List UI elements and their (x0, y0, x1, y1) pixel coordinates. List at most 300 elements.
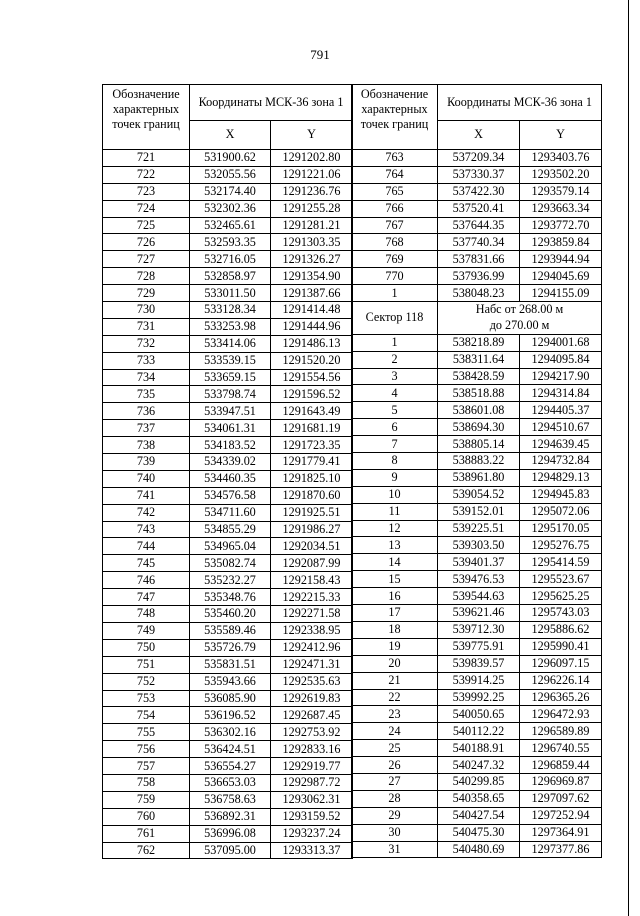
point-id-cell: 764 (352, 166, 438, 183)
point-id-cell: 730 (103, 302, 190, 319)
point-id-cell: 737 (103, 420, 190, 437)
point-id-cell: 752 (103, 673, 190, 690)
x-coordinate-cell: 534061.31 (190, 420, 271, 437)
table-row (103, 791, 353, 808)
point-id-cell: 742 (103, 504, 190, 521)
x-coordinate-cell: 539839.57 (438, 655, 520, 672)
table-row (352, 234, 602, 251)
x-coordinate-cell: 533947.51 (190, 403, 271, 420)
y-coordinate-cell: 1293062.31 (271, 791, 353, 808)
table-row (103, 420, 353, 437)
point-id-cell: 729 (103, 285, 190, 302)
table-row (352, 554, 602, 571)
table-row (103, 504, 353, 521)
table-row (103, 454, 353, 471)
point-id-cell: 21 (352, 672, 438, 689)
x-coordinate-cell: 531900.62 (190, 150, 271, 167)
point-column-header: Обозначение характерных точек границ (103, 85, 190, 150)
y-coordinate-cell: 1292034.51 (271, 538, 353, 555)
point-id-cell: 741 (103, 487, 190, 504)
x-coordinate-cell: 532716.05 (190, 251, 271, 268)
point-id-cell: 18 (352, 621, 438, 638)
table-row (103, 690, 353, 707)
x-coordinate-cell: 538805.14 (438, 436, 520, 453)
x-coordinate-cell: 532302.36 (190, 200, 271, 217)
point-id-cell: 749 (103, 622, 190, 639)
y-coordinate-cell: 1296740.55 (520, 740, 602, 757)
table-row (103, 302, 353, 319)
y-coordinate-cell: 1291221.06 (271, 166, 353, 183)
table-row (352, 285, 602, 302)
point-id-cell: 5 (352, 402, 438, 419)
table-row (352, 520, 602, 537)
table-row (103, 268, 353, 285)
x-coordinate-cell: 536758.63 (190, 791, 271, 808)
table-row (352, 436, 602, 453)
point-id-cell: 8 (352, 453, 438, 470)
x-coordinate-cell: 536892.31 (190, 808, 271, 825)
y-coordinate-cell: 1293944.94 (520, 251, 602, 268)
point-id-cell: 9 (352, 469, 438, 486)
x-coordinate-cell: 539621.46 (438, 605, 520, 622)
y-coordinate-cell: 1296097.15 (520, 655, 602, 672)
point-id-cell: 765 (352, 183, 438, 200)
table-row (352, 368, 602, 385)
table-row (352, 166, 602, 183)
point-id-cell: 724 (103, 200, 190, 217)
point-id-cell: 745 (103, 555, 190, 572)
x-coordinate-cell: 539152.01 (438, 503, 520, 520)
x-coordinate-cell: 534965.04 (190, 538, 271, 555)
point-id-cell: 25 (352, 740, 438, 757)
point-id-cell: 17 (352, 605, 438, 622)
table-row (103, 808, 353, 825)
x-coordinate-cell: 533253.98 (190, 318, 271, 335)
table-row (352, 469, 602, 486)
point-id-cell: 748 (103, 606, 190, 623)
table-row (103, 234, 353, 251)
y-coordinate-cell: 1291202.80 (271, 150, 353, 167)
point-id-cell: 3 (352, 368, 438, 385)
x-column-header: X (438, 120, 520, 149)
point-id-cell: 727 (103, 251, 190, 268)
table-row (352, 723, 602, 740)
point-id-cell: 11 (352, 503, 438, 520)
x-coordinate-cell: 537644.35 (438, 217, 520, 234)
x-coordinate-cell: 535943.66 (190, 673, 271, 690)
y-coordinate-cell: 1296365.26 (520, 689, 602, 706)
x-coordinate-cell: 533798.74 (190, 386, 271, 403)
x-coordinate-cell: 537209.34 (438, 150, 520, 167)
point-id-cell: 4 (352, 385, 438, 402)
x-coordinate-cell: 540480.69 (438, 841, 520, 858)
table-row (103, 403, 353, 420)
y-coordinate-cell: 1291303.35 (271, 234, 353, 251)
point-id-cell: 22 (352, 689, 438, 706)
x-coordinate-cell: 534460.35 (190, 470, 271, 487)
table-row (103, 656, 353, 673)
point-id-cell: 747 (103, 589, 190, 606)
y-coordinate-cell: 1291596.52 (271, 386, 353, 403)
y-coordinate-cell: 1294045.69 (520, 268, 602, 285)
header-row (103, 85, 353, 121)
point-id-cell: 761 (103, 825, 190, 842)
x-coordinate-cell: 538694.30 (438, 419, 520, 436)
x-coordinate-cell: 536196.52 (190, 707, 271, 724)
x-coordinate-cell: 535589.46 (190, 622, 271, 639)
x-coordinate-cell: 533539.15 (190, 352, 271, 369)
point-id-cell: 769 (352, 251, 438, 268)
point-id-cell: 26 (352, 757, 438, 774)
x-coordinate-cell: 536302.16 (190, 724, 271, 741)
y-coordinate-cell: 1296472.93 (520, 706, 602, 723)
point-id-cell: 735 (103, 386, 190, 403)
point-id-cell: 762 (103, 842, 190, 859)
y-coordinate-cell: 1294945.83 (520, 486, 602, 503)
y-coordinate-cell: 1291387.66 (271, 285, 353, 302)
point-id-cell: 1 (352, 285, 438, 302)
x-coordinate-cell: 540112.22 (438, 723, 520, 740)
y-coordinate-cell: 1295276.75 (520, 537, 602, 554)
x-coordinate-cell: 537740.34 (438, 234, 520, 251)
coord-system-header: Координаты МСК-36 зона 1 (190, 85, 353, 121)
point-id-cell: 731 (103, 318, 190, 335)
x-coordinate-cell: 536085.90 (190, 690, 271, 707)
x-coordinate-cell: 537422.30 (438, 183, 520, 200)
table-row (352, 824, 602, 841)
table-row (103, 572, 353, 589)
y-coordinate-cell: 1291554.56 (271, 369, 353, 386)
point-id-cell: 12 (352, 520, 438, 537)
table-row (103, 842, 353, 859)
x-coordinate-cell: 534711.60 (190, 504, 271, 521)
x-coordinate-cell: 532465.61 (190, 217, 271, 234)
table-row (103, 437, 353, 454)
table-row (352, 402, 602, 419)
table-row (103, 724, 353, 741)
x-coordinate-cell: 537831.66 (438, 251, 520, 268)
table-row (352, 486, 602, 503)
y-coordinate-cell: 1291354.90 (271, 268, 353, 285)
point-id-cell: 753 (103, 690, 190, 707)
table-row (352, 740, 602, 757)
coordinates-table-right (351, 84, 602, 858)
point-id-cell: 10 (352, 486, 438, 503)
table-row (103, 285, 353, 302)
point-id-cell: 726 (103, 234, 190, 251)
point-id-cell: 725 (103, 217, 190, 234)
y-coordinate-cell: 1294405.37 (520, 402, 602, 419)
y-coordinate-cell: 1293579.14 (520, 183, 602, 200)
x-coordinate-cell: 538218.89 (438, 334, 520, 351)
point-id-cell: 739 (103, 454, 190, 471)
y-coordinate-cell: 1293159.52 (271, 808, 353, 825)
y-coordinate-cell: 1297252.94 (520, 807, 602, 824)
table-row (103, 707, 353, 724)
table-row (352, 689, 602, 706)
coord-system-header: Координаты МСК-36 зона 1 (438, 85, 602, 121)
table-row (103, 825, 353, 842)
table-row (352, 334, 602, 351)
point-id-cell: 770 (352, 268, 438, 285)
y-coordinate-cell: 1292412.96 (271, 639, 353, 656)
page-number: 791 (310, 47, 330, 62)
y-coordinate-cell: 1295170.05 (520, 520, 602, 537)
table-row (103, 622, 353, 639)
x-coordinate-cell: 534183.52 (190, 437, 271, 454)
y-coordinate-cell: 1293237.24 (271, 825, 353, 842)
x-coordinate-cell: 532858.97 (190, 268, 271, 285)
point-id-cell: 15 (352, 571, 438, 588)
y-coordinate-cell: 1292753.92 (271, 724, 353, 741)
x-coordinate-cell: 539476.53 (438, 571, 520, 588)
point-id-cell: 738 (103, 437, 190, 454)
x-coordinate-cell: 537330.37 (438, 166, 520, 183)
y-coordinate-cell: 1293403.76 (520, 150, 602, 167)
y-coordinate-cell: 1291723.35 (271, 437, 353, 454)
y-coordinate-cell: 1293502.20 (520, 166, 602, 183)
table-row (103, 589, 353, 606)
y-coordinate-cell: 1295072.06 (520, 503, 602, 520)
x-coordinate-cell: 539775.91 (438, 638, 520, 655)
y-coordinate-cell: 1292619.83 (271, 690, 353, 707)
point-id-cell: 736 (103, 403, 190, 420)
table-row (352, 150, 602, 167)
y-coordinate-cell: 1291486.13 (271, 335, 353, 352)
point-id-cell: 763 (352, 150, 438, 167)
x-coordinate-cell: 539712.30 (438, 621, 520, 638)
y-column-header: Y (520, 120, 602, 149)
y-coordinate-cell: 1293859.84 (520, 234, 602, 251)
point-id-cell: 744 (103, 538, 190, 555)
table-row (352, 503, 602, 520)
y-coordinate-cell: 1292833.16 (271, 741, 353, 758)
x-coordinate-cell: 533659.15 (190, 369, 271, 386)
y-coordinate-cell: 1292687.45 (271, 707, 353, 724)
point-id-cell: 728 (103, 268, 190, 285)
x-coordinate-cell: 533011.50 (190, 285, 271, 302)
point-id-cell: 766 (352, 200, 438, 217)
x-coordinate-cell: 532174.40 (190, 183, 271, 200)
x-coordinate-cell: 539914.25 (438, 672, 520, 689)
table-row (352, 385, 602, 402)
x-column-header: X (190, 120, 271, 149)
point-id-cell: 757 (103, 758, 190, 775)
x-coordinate-cell: 539544.63 (438, 588, 520, 605)
table-row (352, 251, 602, 268)
table-row (352, 807, 602, 824)
x-coordinate-cell: 539054.52 (438, 486, 520, 503)
table-row (352, 537, 602, 554)
y-coordinate-cell: 1292215.33 (271, 589, 353, 606)
point-id-cell: 24 (352, 723, 438, 740)
point-id-cell: 20 (352, 655, 438, 672)
point-id-cell: 767 (352, 217, 438, 234)
x-coordinate-cell: 539225.51 (438, 520, 520, 537)
y-coordinate-cell: 1291520.20 (271, 352, 353, 369)
y-coordinate-cell: 1292987.72 (271, 774, 353, 791)
sector-height-note: Набс от 268.00 м (438, 302, 602, 318)
table-row (103, 487, 353, 504)
point-id-cell: 758 (103, 774, 190, 791)
point-id-cell: 31 (352, 841, 438, 858)
x-coordinate-cell: 540299.85 (438, 773, 520, 790)
x-coordinate-cell: 540247.32 (438, 757, 520, 774)
point-id-cell: 29 (352, 807, 438, 824)
table-row (352, 588, 602, 605)
y-coordinate-cell: 1294095.84 (520, 351, 602, 368)
table-row (103, 150, 353, 167)
y-coordinate-cell: 1292087.99 (271, 555, 353, 572)
sector-height-note-range: до 270.00 м (438, 318, 602, 334)
table-row (103, 369, 353, 386)
x-coordinate-cell: 534855.29 (190, 521, 271, 538)
x-coordinate-cell: 533414.06 (190, 335, 271, 352)
x-coordinate-cell: 533128.34 (190, 302, 271, 319)
point-id-cell: 30 (352, 824, 438, 841)
table-row (103, 166, 353, 183)
y-coordinate-cell: 1297097.62 (520, 790, 602, 807)
x-coordinate-cell: 535348.76 (190, 589, 271, 606)
x-coordinate-cell: 535831.51 (190, 656, 271, 673)
y-coordinate-cell: 1292338.95 (271, 622, 353, 639)
y-coordinate-cell: 1294510.67 (520, 419, 602, 436)
y-coordinate-cell: 1294155.09 (520, 285, 602, 302)
x-coordinate-cell: 535460.20 (190, 606, 271, 623)
y-coordinate-cell: 1295625.25 (520, 588, 602, 605)
point-id-cell: 756 (103, 741, 190, 758)
y-coordinate-cell: 1295886.62 (520, 621, 602, 638)
y-coordinate-cell: 1293772.70 (520, 217, 602, 234)
y-coordinate-cell: 1293663.34 (520, 200, 602, 217)
y-coordinate-cell: 1296859.44 (520, 757, 602, 774)
table-row (352, 638, 602, 655)
point-id-cell: 13 (352, 537, 438, 554)
point-id-cell: 27 (352, 773, 438, 790)
y-coordinate-cell: 1291925.51 (271, 504, 353, 521)
y-coordinate-cell: 1295414.59 (520, 554, 602, 571)
y-coordinate-cell: 1294001.68 (520, 334, 602, 351)
table-row (352, 655, 602, 672)
y-coordinate-cell: 1292471.31 (271, 656, 353, 673)
x-coordinate-cell: 535082.74 (190, 555, 271, 572)
table-row (352, 419, 602, 436)
point-id-cell: 755 (103, 724, 190, 741)
y-column-header: Y (271, 120, 353, 149)
y-coordinate-cell: 1293313.37 (271, 842, 353, 859)
y-coordinate-cell: 1291326.27 (271, 251, 353, 268)
x-coordinate-cell: 538048.23 (438, 285, 520, 302)
point-id-cell: 14 (352, 554, 438, 571)
y-coordinate-cell: 1291236.76 (271, 183, 353, 200)
y-coordinate-cell: 1295990.41 (520, 638, 602, 655)
table-row (103, 200, 353, 217)
table-row (103, 251, 353, 268)
point-id-cell: 732 (103, 335, 190, 352)
point-id-cell: 746 (103, 572, 190, 589)
table-row (352, 621, 602, 638)
point-id-cell: 734 (103, 369, 190, 386)
point-id-cell: 2 (352, 351, 438, 368)
table-row (103, 758, 353, 775)
y-coordinate-cell: 1292919.77 (271, 758, 353, 775)
point-id-cell: 721 (103, 150, 190, 167)
y-coordinate-cell: 1296589.89 (520, 723, 602, 740)
table-row (103, 538, 353, 555)
y-coordinate-cell: 1292271.58 (271, 606, 353, 623)
table-row (103, 352, 353, 369)
point-id-cell: 751 (103, 656, 190, 673)
y-coordinate-cell: 1292158.43 (271, 572, 353, 589)
y-coordinate-cell: 1291444.96 (271, 318, 353, 335)
x-coordinate-cell: 535726.79 (190, 639, 271, 656)
y-coordinate-cell: 1294829.13 (520, 469, 602, 486)
table-row (103, 521, 353, 538)
point-id-cell: 750 (103, 639, 190, 656)
point-column-header: Обозначение характерных точек границ (352, 85, 438, 150)
x-coordinate-cell: 537095.00 (190, 842, 271, 859)
table-row (352, 605, 602, 622)
table-row (352, 571, 602, 588)
x-coordinate-cell: 540050.65 (438, 706, 520, 723)
y-coordinate-cell: 1291681.19 (271, 420, 353, 437)
point-id-cell: 7 (352, 436, 438, 453)
table-row (103, 335, 353, 352)
x-coordinate-cell: 535232.27 (190, 572, 271, 589)
x-coordinate-cell: 538518.88 (438, 385, 520, 402)
table-row (352, 790, 602, 807)
table-row (352, 706, 602, 723)
point-id-cell: 759 (103, 791, 190, 808)
table-row (352, 757, 602, 774)
point-id-cell: 19 (352, 638, 438, 655)
x-coordinate-cell: 536554.27 (190, 758, 271, 775)
point-id-cell: 754 (103, 707, 190, 724)
table-row (352, 672, 602, 689)
table-row (103, 386, 353, 403)
y-coordinate-cell: 1291779.41 (271, 454, 353, 471)
table-row (103, 183, 353, 200)
x-coordinate-cell: 540427.54 (438, 807, 520, 824)
x-coordinate-cell: 532055.56 (190, 166, 271, 183)
x-coordinate-cell: 534339.02 (190, 454, 271, 471)
x-coordinate-cell: 538311.64 (438, 351, 520, 368)
table-row (352, 217, 602, 234)
point-id-cell: 733 (103, 352, 190, 369)
x-coordinate-cell: 538883.22 (438, 453, 520, 470)
y-coordinate-cell: 1294217.90 (520, 368, 602, 385)
sector-row (352, 302, 602, 318)
y-coordinate-cell: 1296969.87 (520, 773, 602, 790)
y-coordinate-cell: 1291643.49 (271, 403, 353, 420)
x-coordinate-cell: 539303.50 (438, 537, 520, 554)
table-row (103, 639, 353, 656)
x-coordinate-cell: 536653.03 (190, 774, 271, 791)
x-coordinate-cell: 537936.99 (438, 268, 520, 285)
table-row (103, 217, 353, 234)
x-coordinate-cell: 536424.51 (190, 741, 271, 758)
point-id-cell: 743 (103, 521, 190, 538)
y-coordinate-cell: 1295743.03 (520, 605, 602, 622)
point-id-cell: 722 (103, 166, 190, 183)
x-coordinate-cell: 534576.58 (190, 487, 271, 504)
x-coordinate-cell: 539992.25 (438, 689, 520, 706)
y-coordinate-cell: 1292535.63 (271, 673, 353, 690)
y-coordinate-cell: 1291255.28 (271, 200, 353, 217)
header-row (352, 85, 602, 121)
table-row (103, 741, 353, 758)
table-row (352, 200, 602, 217)
